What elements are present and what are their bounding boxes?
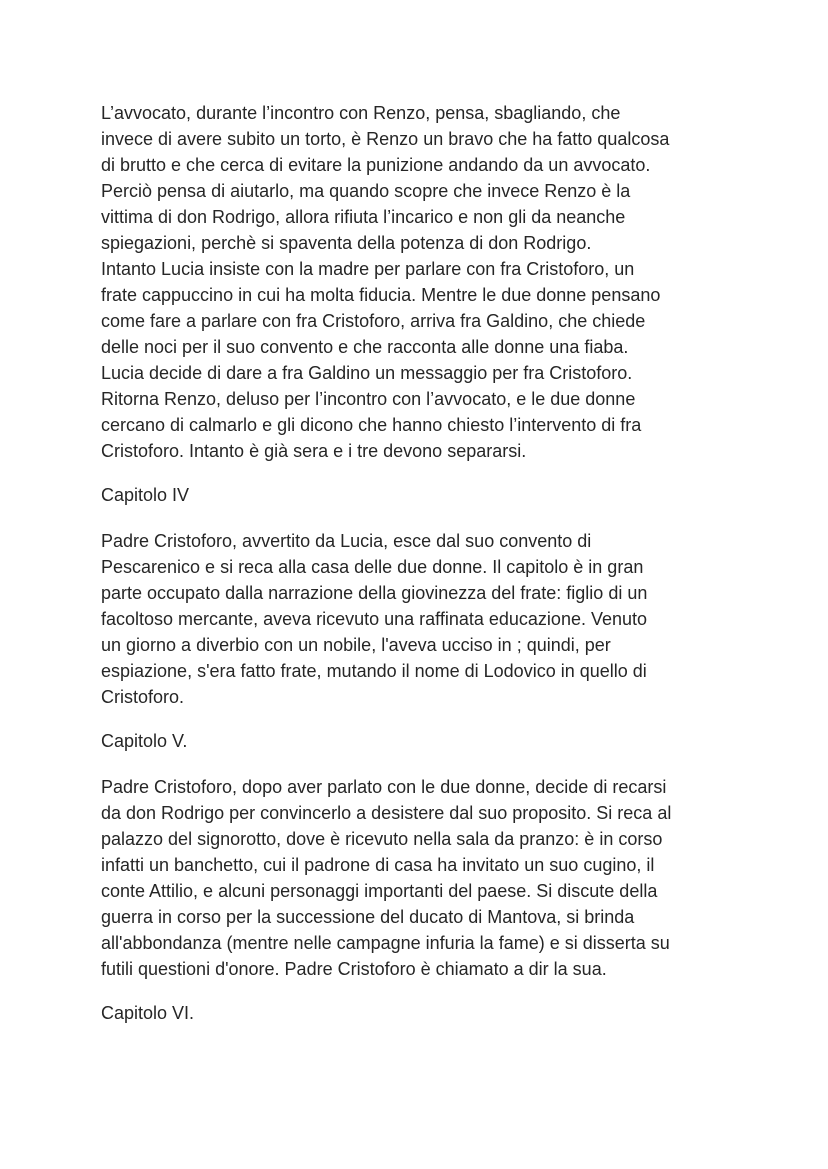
text-line: all'abbondanza (mentre nelle campagne infuria la fame) e si disserta su bbox=[101, 933, 670, 953]
text-line: conte Attilio, e alcuni personaggi importanti del paese. Si discute della bbox=[101, 881, 658, 901]
text-line: Ritorna Renzo, deluso per l’incontro con l’avvocato, e le due donne bbox=[101, 389, 636, 409]
paragraph bbox=[101, 774, 741, 982]
chapter-heading: Capitolo V. bbox=[101, 731, 188, 751]
text-line: spiegazioni, perchè si spaventa della potenza di don Rodrigo. bbox=[101, 233, 592, 253]
text-line: guerra in corso per la successione del ducato di Mantova, si brinda bbox=[101, 907, 635, 927]
text-line: un giorno a diverbio con un nobile, l'aveva ucciso in ; quindi, per bbox=[101, 635, 611, 655]
text-line: cercano di calmarlo e gli dicono che hanno chiesto l’intervento di fra bbox=[101, 415, 642, 435]
text-line: Lucia decide di dare a fra Galdino un messaggio per fra Cristoforo. bbox=[101, 363, 633, 383]
chapter-heading: Capitolo IV bbox=[101, 485, 190, 505]
text-line: delle noci per il suo convento e che racconta alle donne una fiaba. bbox=[101, 337, 629, 357]
text-line: infatti un banchetto, cui il padrone di casa ha invitato un suo cugino, il bbox=[101, 855, 655, 875]
paragraph bbox=[101, 100, 741, 464]
text-line: Padre Cristoforo, dopo aver parlato con le due donne, decide di recarsi bbox=[101, 777, 667, 797]
text-line: futili questioni d'onore. Padre Cristoforo è chiamato a dir la sua. bbox=[101, 959, 607, 979]
text-line: come fare a parlare con fra Cristoforo, arriva fra Galdino, che chiede bbox=[101, 311, 646, 331]
text-line: parte occupato dalla narrazione della giovinezza del frate: figlio di un bbox=[101, 583, 648, 603]
text-line: facoltoso mercante, aveva ricevuto una raffinata educazione. Venuto bbox=[101, 609, 648, 629]
text-line: frate cappuccino in cui ha molta fiducia. Mentre le due donne pensano bbox=[101, 285, 661, 305]
text-line: L’avvocato, durante l’incontro con Renzo, pensa, sbagliando, che bbox=[101, 103, 621, 123]
text-line: da don Rodrigo per convincerlo a desistere dal suo proposito. Si reca al bbox=[101, 803, 672, 823]
text-line: Perciò pensa di aiutarlo, ma quando scopre che invece Renzo è la bbox=[101, 181, 631, 201]
chapter-heading: Capitolo VI. bbox=[101, 1003, 195, 1023]
text-line: Cristoforo. Intanto è già sera e i tre devono separarsi. bbox=[101, 441, 527, 461]
text-line: Padre Cristoforo, avvertito da Lucia, esce dal suo convento di bbox=[101, 531, 592, 551]
text-line: invece di avere subito un torto, è Renzo un bravo che ha fatto qualcosa bbox=[101, 129, 670, 149]
paragraph bbox=[101, 528, 741, 710]
text-line: Intanto Lucia insiste con la madre per parlare con fra Cristoforo, un bbox=[101, 259, 635, 279]
text-line: di brutto e che cerca di evitare la punizione andando da un avvocato. bbox=[101, 155, 651, 175]
text-line: Pescarenico e si reca alla casa delle due donne. Il capitolo è in gran bbox=[101, 557, 644, 577]
text-line: palazzo del signorotto, dove è ricevuto nella sala da pranzo: è in corso bbox=[101, 829, 663, 849]
document-page bbox=[101, 100, 741, 1046]
text-line: Cristoforo. bbox=[101, 687, 185, 707]
text-line: espiazione, s'era fatto frate, mutando il nome di Lodovico in quello di bbox=[101, 661, 647, 681]
text-line: vittima di don Rodrigo, allora rifiuta l’incarico e non gli da neanche bbox=[101, 207, 626, 227]
